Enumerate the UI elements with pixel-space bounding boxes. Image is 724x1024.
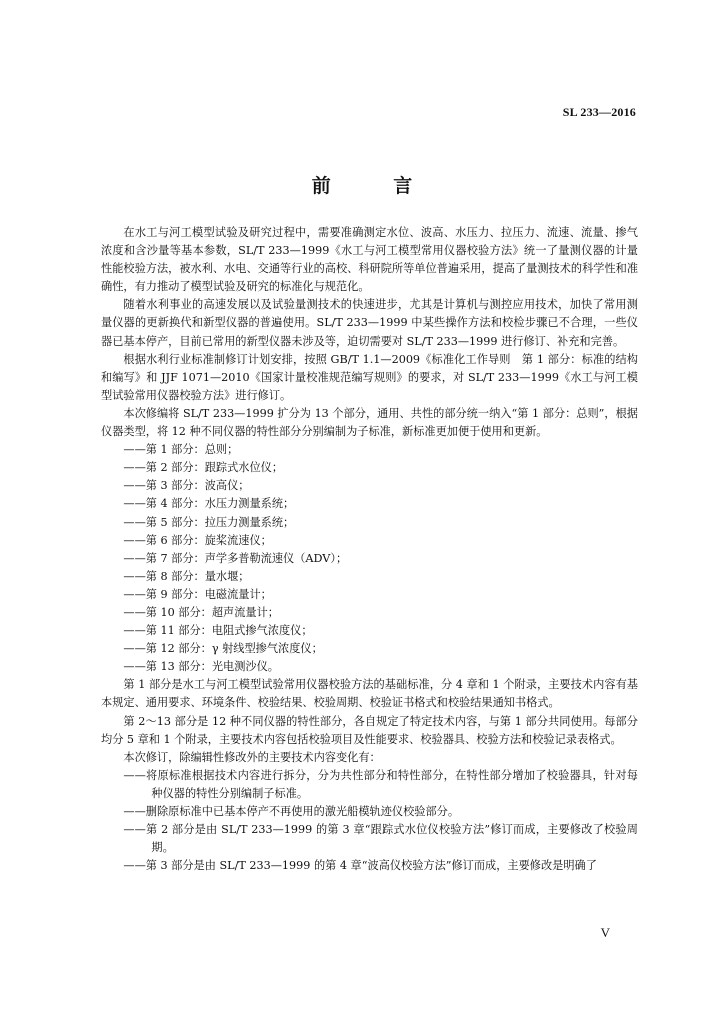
list-item: ——第 3 部分：波高仪； bbox=[123, 479, 250, 493]
list-item: ——第 10 部分：超声流量计； bbox=[123, 605, 279, 619]
paragraph-development: 随着水利事业的高速发展以及试验量测技术的快速进步，尤其是计算机与测控应用技术，加快了常用测量仪器的更新换代和新型仪器的普遍使用。SL/T 233—1999 中某些操作方法和校检步骤已不合理，一些仪器已基本停产，目前已常用的新型仪器未涉及等，迫切需要对 SL/T 233—1999 进行修订、补充和完善。 bbox=[101, 298, 638, 348]
foreword-body bbox=[101, 224, 638, 875]
list-item: ——第 6 部分：旋桨流速仪； bbox=[123, 533, 272, 547]
list-item: ——第 8 部分：量水堰； bbox=[123, 569, 250, 583]
list-item: ——第 3 部分是由 SL/T 233—1999 的第 4 章“波高仪校验方法”修订而成，主要修改是明确了 bbox=[123, 859, 597, 873]
paragraph-background: 在水工与河工模型试验及研究过程中，需要准确测定水位、波高、水压力、拉压力、流速、流量、掺气浓度和含沙量等基本参数，SL/T 233—1999《水工与河工模型常用仪器校验方法》统一了量测仪器的计量性能校验方法，被水利、水电、交通等行业的高校、科研院所等单位普遍采用，提高了量测技术的科学性和准确性，有力推动了模型试验及研究的标准化与规范化。 bbox=[101, 226, 639, 294]
page-number: V bbox=[600, 925, 610, 940]
paragraph-changes-intro: 本次修订，除编辑性修改外的主要技术内容变化有： bbox=[123, 750, 381, 764]
list-item: ——第 12 部分：γ 射线型掺气浓度仪； bbox=[123, 642, 323, 656]
page-title: 前 言 bbox=[311, 175, 441, 197]
paragraph-part1-summary: 第 1 部分是水工与河工模型试验常用仪器校验方法的基础标准，分 4 章和 1 个附录，主要技术内容有基本规定、通用要求、环境条件、校验结果、校验周期、校验证书格式和校验结果通知书格式。 bbox=[101, 678, 638, 710]
list-item: ——第 7 部分：声学多普勒流速仪（ADV）； bbox=[123, 551, 348, 565]
list-item: ——第 5 部分：拉压力测量系统； bbox=[123, 515, 295, 529]
parts-list bbox=[101, 441, 638, 676]
standard-code: SL 233—2016 bbox=[562, 105, 636, 119]
list-item: ——第 11 部分：电阻式掺气浓度仪； bbox=[123, 624, 313, 638]
paragraph-structure: 本次修编将 SL/T 233—1999 扩分为 13 个部分，通用、共性的部分统一纳入“第 1 部分：总则”，根据仪器类型，将 12 种不同仪器的特性部分分别编制为子标准，新标准更加便于使用和更新。 bbox=[101, 406, 638, 439]
changes-list bbox=[101, 767, 638, 876]
paragraph-revision-basis: 根据水利行业标准制修订计划安排，按照 GB/T 1.1—2009《标准化工作导则 第 1 部分：标准的结构和编写》和 JJF 1071—2010《国家计量校准规范编写规则》的要求，对 SL/T 233—1999《水工与河工模型试验常用仪器校验方法》进行修订。 bbox=[101, 352, 638, 402]
list-item: ——第 9 部分：电磁流量计； bbox=[123, 587, 272, 601]
list-item: ——第 2 部分是由 SL/T 233—1999 的第 3 章“跟踪式水位仪校验方法”修订而成，主要修改了校验周期。 bbox=[123, 823, 638, 855]
list-item: ——删除原标准中已基本停产不再使用的激光船模轨迹仪校验部分。 bbox=[123, 805, 460, 818]
list-item: ——第 1 部分：总则； bbox=[123, 443, 239, 457]
paragraph-parts-2-13-summary: 第 2～13 部分是 12 种不同仪器的特性部分，各自规定了特定技术内容，与第 1 部分共同使用。每部分均分 5 章和 1 个附录，主要技术内容包括校验项目及性能要求、校验器具、校验方法和校验记录表格式。 bbox=[101, 714, 638, 746]
list-item: ——第 2 部分：跟踪式水位仪； bbox=[123, 461, 284, 475]
list-item: ——第 13 部分：光电测沙仪。 bbox=[123, 660, 279, 674]
list-item: ——第 4 部分：水压力测量系统； bbox=[123, 497, 295, 511]
list-item: ——将原标准根据技术内容进行拆分，分为共性部分和特性部分，在特性部分增加了校验器具，针对每种仪器的特性分别编制子标准。 bbox=[123, 768, 638, 800]
